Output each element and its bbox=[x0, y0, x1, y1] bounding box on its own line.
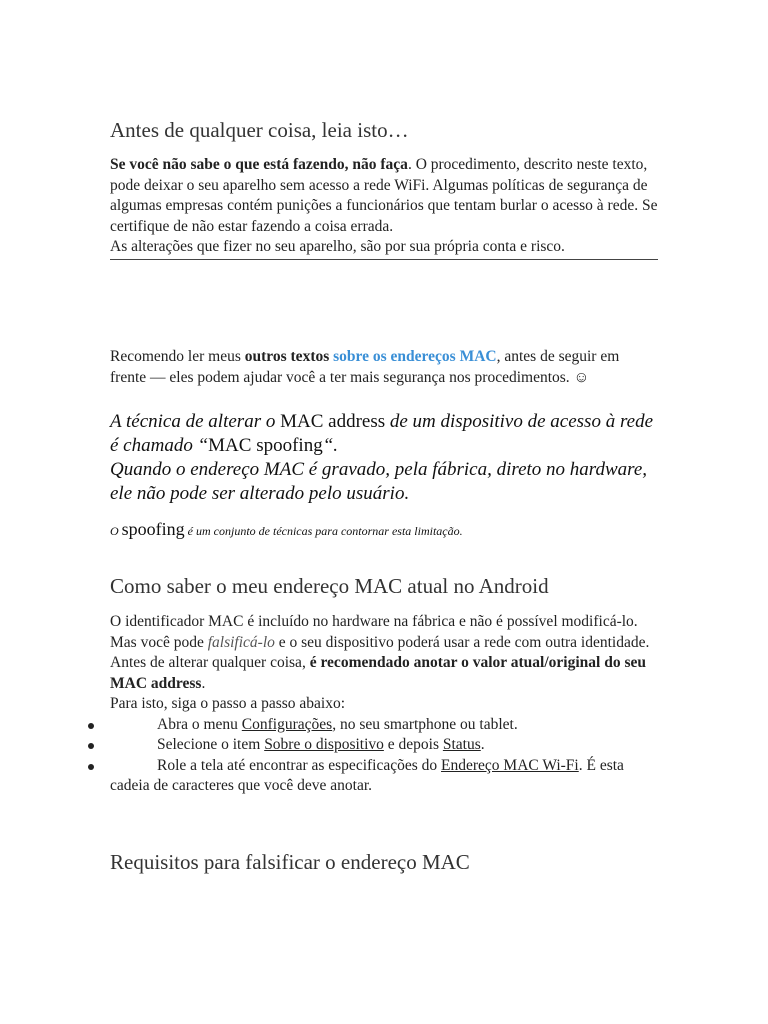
bullet-icon bbox=[88, 723, 94, 729]
spoofing-note bbox=[110, 519, 658, 541]
mac-texts-link[interactable]: sobre os endereços MAC bbox=[333, 348, 497, 365]
section-heading-find-mac: Como saber o meu endereço MAC atual no Android bbox=[110, 574, 549, 598]
recommend-bold: outros textos bbox=[244, 348, 330, 365]
step-text bbox=[110, 756, 658, 797]
wifi-mac-link[interactable]: Endereço MAC Wi-Fi bbox=[441, 756, 579, 774]
list-item bbox=[110, 756, 658, 797]
steps-intro: Para isto, siga o passo a passo abaixo: bbox=[110, 695, 346, 712]
mac-spoofing-term: MAC spoofing bbox=[208, 435, 323, 456]
identifier-text-a: O identificador MAC é incluído no hardware na fábrica e não é possível modificá-lo. Mas você pode bbox=[110, 613, 638, 651]
identifier-text-b: e o seu dispositivo poderá usar a rede com outra identidade. bbox=[274, 633, 650, 651]
bullet-icon bbox=[88, 743, 94, 749]
warning-paragraph bbox=[110, 155, 658, 237]
technique-text-2: de um dispositivo de acesso à rede é chamado “ bbox=[110, 411, 654, 456]
hardware-paragraph bbox=[110, 458, 658, 506]
section-before-anything bbox=[110, 117, 658, 143]
spoofing-note-block bbox=[110, 519, 658, 541]
note-original-paragraph bbox=[110, 653, 658, 694]
about-device-link[interactable]: Sobre o dispositivo bbox=[264, 736, 384, 753]
section-heading-read-this: Antes de qualquer coisa, leia isto… bbox=[110, 118, 409, 142]
recommend-block bbox=[110, 347, 658, 388]
step-1-text-a: Abra o menu bbox=[157, 715, 242, 733]
status-link[interactable]: Status bbox=[442, 736, 481, 753]
section-heading-requirements: Requisitos para falsificar o endereço MAC bbox=[110, 850, 470, 874]
note-text-a: Antes de alterar qualquer coisa, bbox=[110, 654, 310, 671]
step-2-text-b: e depois bbox=[383, 736, 443, 753]
steps-list bbox=[110, 715, 658, 797]
list-item bbox=[110, 735, 658, 756]
bullet-icon bbox=[88, 764, 94, 770]
list-item bbox=[110, 715, 658, 736]
recommend-suffix: , antes de seguir em frente — eles podem ajudar você a ter mais segurança nos procedimentos. ☺ bbox=[110, 348, 620, 386]
recommend-paragraph bbox=[110, 347, 658, 388]
technique-text-1: A técnica de alterar o bbox=[110, 411, 281, 432]
technique-block bbox=[110, 410, 658, 506]
step-3-text-b: . É esta cadeia de caracteres que você deve anotar. bbox=[110, 756, 624, 794]
step-text bbox=[110, 735, 485, 756]
technique-text-3: “. bbox=[322, 435, 339, 456]
section-how-to-find-mac bbox=[110, 573, 658, 599]
hardware-text: Quando o endereço MAC é gravado, pela fábrica, direto no hardware, ele não pode ser alterado pelo usuário. bbox=[110, 459, 648, 504]
warning-block bbox=[110, 155, 658, 260]
warning-text: . O procedimento, descrito neste texto, pode deixar o seu aparelho sem acesso a rede WiFi. Algumas políticas de segurança de algumas empresas contém punições a funcionários que tentam burlar o acesso à rede. Se certifique de não estar fazendo a coisa errada. bbox=[110, 156, 658, 235]
risk-paragraph: As alterações que fizer no seu aparelho, são por sua própria conta e risco. bbox=[110, 238, 565, 255]
warning-bold: Se você não sabe o que está fazendo, não faça bbox=[110, 156, 408, 173]
spoofing-o: O bbox=[110, 524, 122, 538]
falsify-term: falsificá-lo bbox=[207, 633, 275, 651]
step-text bbox=[110, 715, 518, 736]
spoofing-rest: é um conjunto de técnicas para contornar esta limitação. bbox=[184, 524, 463, 538]
settings-link[interactable]: Configurações bbox=[241, 715, 333, 733]
note-text-b: . bbox=[201, 674, 206, 692]
step-3-text-a: Role a tela até encontrar as especificações do bbox=[157, 756, 442, 774]
identifier-paragraph bbox=[110, 612, 658, 653]
section-requirements bbox=[110, 849, 658, 875]
note-bold: é recomendado anotar o valor atual/original do seu MAC address bbox=[110, 654, 646, 692]
step-2-text-a: Selecione o item bbox=[157, 736, 265, 753]
technique-paragraph bbox=[110, 410, 658, 458]
recommend-prefix: Recomendo ler meus bbox=[110, 348, 245, 365]
mac-address-term: MAC address bbox=[280, 411, 386, 432]
spoofing-term: spoofing bbox=[121, 519, 185, 539]
step-2-text-c: . bbox=[480, 736, 485, 753]
step-1-text-b: , no seu smartphone ou tablet. bbox=[332, 715, 518, 733]
find-mac-body bbox=[110, 612, 658, 797]
